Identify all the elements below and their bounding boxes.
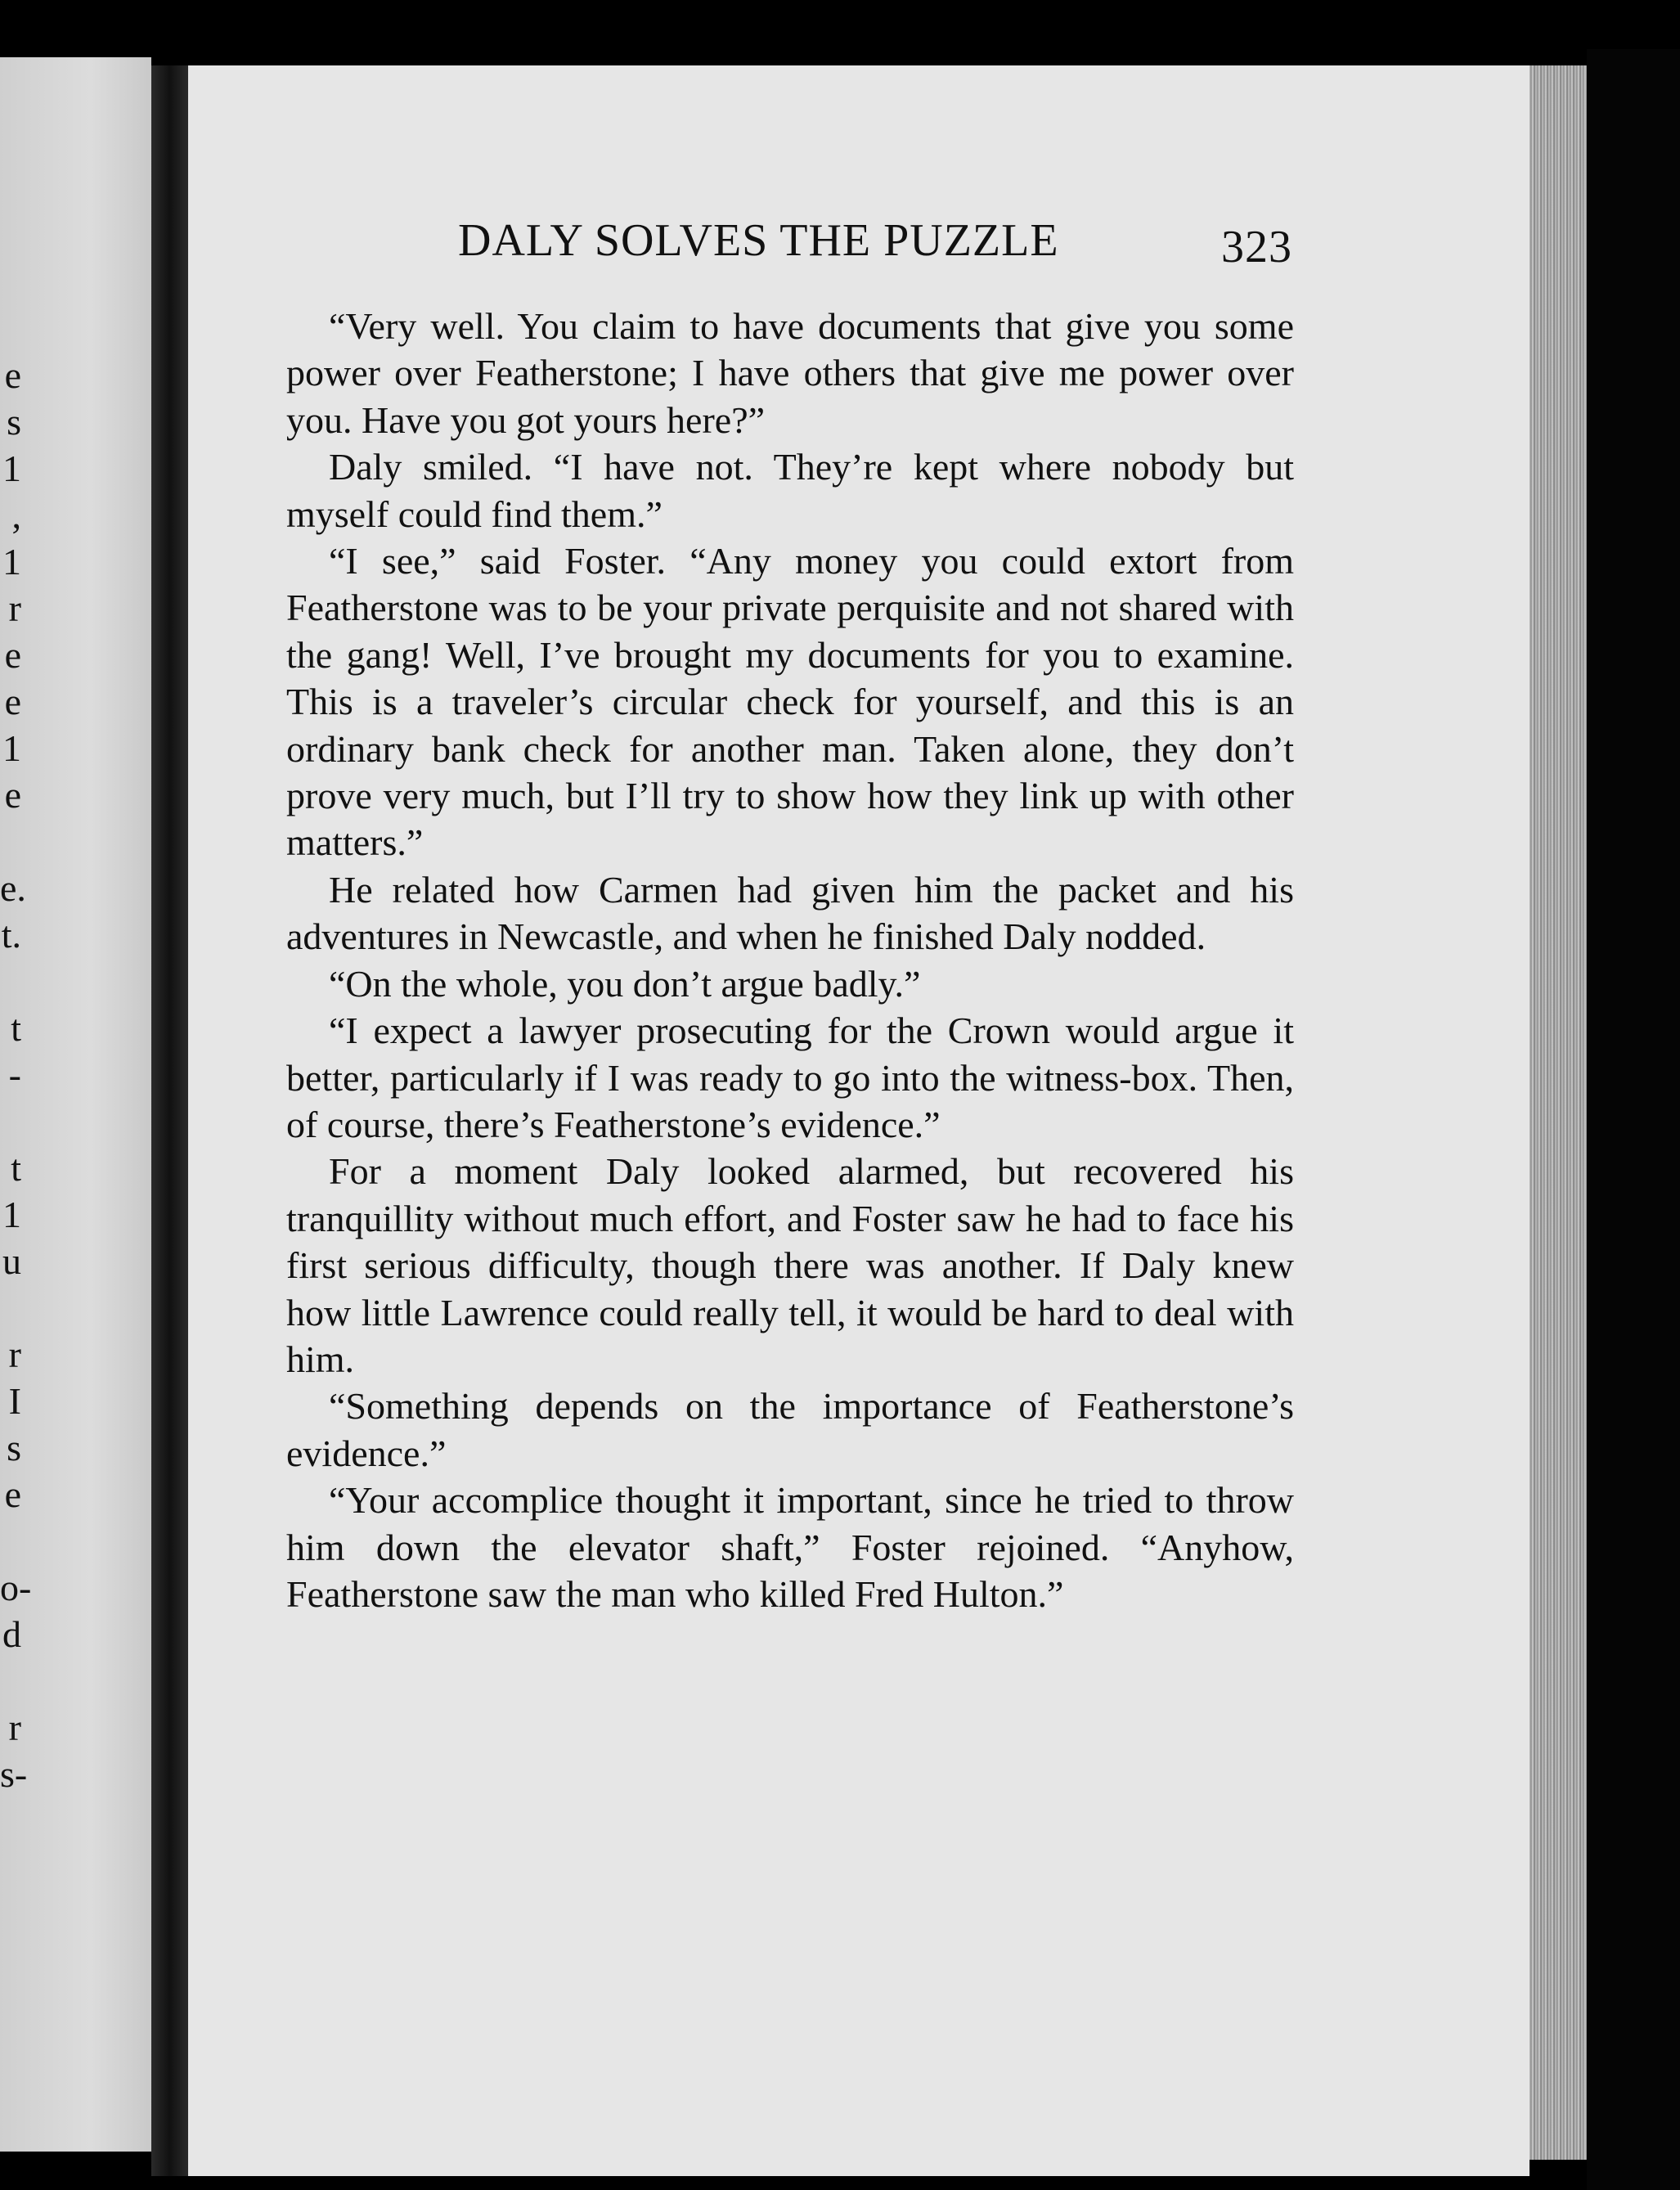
facing-page-fragment: e — [4, 354, 21, 396]
facing-page-fragment: r — [8, 587, 21, 629]
facing-page-fragment: o- — [0, 1567, 32, 1608]
running-header — [458, 214, 1309, 272]
facing-page-fragment: r — [8, 1333, 21, 1375]
facing-page-fragment — [0, 1098, 25, 1144]
paragraph: “Your accomplice thought it important, since he tried to throw him down the elevator shaft,” Foster rejoined. “Anyhow, Featherstone saw the man who killed Fred Hulton.” — [286, 1479, 1294, 1615]
paragraph: He related how Carmen had given him the packet and his adventures in Newcastle, and when he finished Daly nodded. — [286, 868, 1294, 958]
facing-page-fragment: t — [11, 1007, 21, 1049]
facing-page-fragment: e — [4, 774, 21, 816]
facing-page-fragment: e — [4, 1473, 21, 1515]
paragraph: Daly smiled. “I have not. They’re kept where nobody but myself could find them.” — [286, 446, 1294, 535]
book-gutter — [151, 65, 188, 2176]
facing-page-fragment: , — [11, 494, 21, 536]
chapter-title: DALY SOLVES THE PUZZLE — [458, 215, 1059, 266]
facing-page-fragment: 1 — [2, 541, 21, 582]
page-edges — [1530, 65, 1587, 2160]
facing-page — [0, 57, 151, 2152]
facing-page-fragment: e — [4, 681, 21, 722]
paragraph: “I see,” said Foster. “Any money you could extort from Featherstone was to be your private perquisite and not shared with the gang! Well, I’ve brought my documents for you to examine. This is a traveler’s circular check for yourself, and this is an ordinary bank check for another man. Taken alone, they don’t prove very much, but I’ll try to show how they link up with other matters.” — [286, 540, 1294, 864]
paragraph: “Very well. You claim to have documents that give you some power over Featherstone; I have others that give me power over you. Have you got yours here?” — [286, 305, 1294, 441]
body-text — [286, 303, 1294, 1617]
paragraph: “On the whole, you don’t argue badly.” — [329, 962, 921, 1005]
facing-page-fragment — [0, 1657, 25, 1704]
facing-page-fragment: s- — [0, 1753, 28, 1795]
facing-page-fragment: s — [7, 1427, 21, 1468]
paragraph: For a moment Daly looked alarmed, but recovered his tranquillity without much effort, and Foster saw he had to face his first serious difficulty, though there was another. If Daly knew how little Lawrence could really tell, it would be hard to deal with him. — [286, 1150, 1294, 1380]
facing-page-fragment: I — [8, 1380, 21, 1422]
facing-page-fragment: e — [4, 634, 21, 676]
facing-page-fragment: d — [2, 1613, 21, 1655]
page-number: 323 — [1221, 222, 1292, 272]
facing-page-fragment — [0, 958, 25, 1005]
facing-page-fragment: 1 — [2, 727, 21, 769]
facing-page-fragment: t. — [1, 914, 21, 956]
background-dark — [1587, 49, 1680, 2190]
facing-page-fragment: u — [2, 1240, 21, 1282]
facing-page-fragment: r — [8, 1707, 21, 1748]
facing-page-fragment: 1 — [2, 1194, 21, 1235]
facing-page-fragment — [0, 818, 25, 865]
facing-page-text-fragments — [0, 352, 32, 1797]
facing-page-fragment — [0, 1518, 25, 1564]
facing-page-fragment: t — [11, 1147, 21, 1189]
facing-page-fragment: 1 — [2, 447, 21, 489]
facing-page-fragment: s — [7, 401, 21, 443]
facing-page-fragment — [0, 1284, 25, 1331]
paragraph: “Something depends on the importance of Featherstone’s evidence.” — [286, 1385, 1294, 1474]
facing-page-fragment: - — [8, 1054, 21, 1095]
facing-page-fragment: e. — [0, 867, 26, 909]
paragraph: “I expect a lawyer prosecuting for the Crown would argue it better, particularly if I was ready to go into the witness-box. Then, of course, there’s Featherstone’s evidence.” — [286, 1010, 1294, 1145]
